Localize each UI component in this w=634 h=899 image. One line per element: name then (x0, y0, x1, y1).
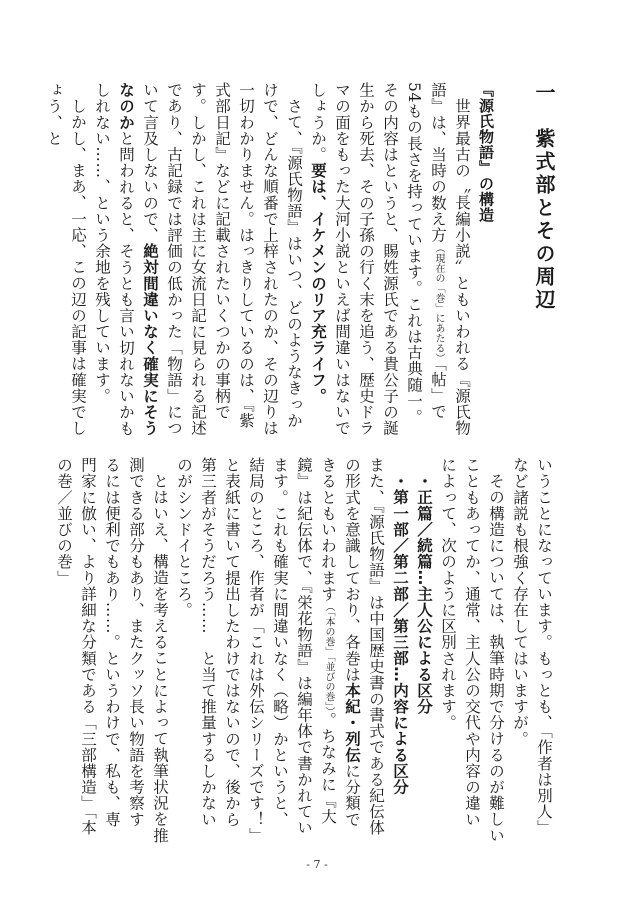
paragraph-4: いうことになっています。もっとも、「作者は別人」など諸説も根強く存在してはいますが。 (511, 457, 553, 836)
list-item-division-2: ・第一部／第二部／第三部…内容による区分 (391, 472, 409, 795)
paragraph-2-text-c: と問われると、そうとも言い切れないかもしれない……、という余地を残しています。 (93, 82, 135, 437)
page-number: - 7 - (306, 858, 328, 871)
paragraph-6-text-b: に分類できるともいわれます (319, 457, 361, 828)
paragraph-2 (90, 82, 306, 440)
paragraph-1-emphasis: 要は、イケメンのリア充ライフ。 (309, 162, 327, 404)
paragraph-5: その構造については、執筆時期で分けるのが難しいこともあってか、通常、主人公の交代や内容の違いによって、次のように区別されます。 (439, 457, 505, 843)
lower-text-block (55, 457, 556, 843)
paragraph-2-text-a: さて、『源氏物語』はいつ、どのようなきっかけで、どんな順番で上梓されたのか、その辺りは一切わかりません。はっきりしているのは、『紫式部日記』などに記載されたいくつかの事柄です。しかし、これは主に女流日記に見られる記述であり、古記録では評価の低かった「物語」について言及しないので、 (141, 82, 303, 437)
paragraph-7: とはいえ、構造を考えることによって執筆状況を推測できる部分もあり、またクッソ長い物語を考察するには便利でもあり……。というわけで、私も、専門家に倣い、より詳細な分類である「三部構造」「本の巻／並びの巻」 (55, 457, 169, 843)
chapter-title: 一 紫式部とその周辺 (532, 82, 556, 312)
paragraph-1-text-a: 世界最古の〝長編小説〟ともいわれる『源氏物語』は、当時の数え方 (429, 82, 471, 436)
paragraph-6-text-a: また、『源氏物語』は中国歴史書の書式である紀伝体の形式を意識しており、各巻は (343, 457, 385, 836)
paragraph-2-emphasis: 絶対間違いなく確実にそうなのか (117, 82, 159, 437)
list-item-division-1: ・正篇／続篇…主人公による区分 (415, 472, 433, 714)
section-heading: 『源氏物語』の構造 (477, 82, 495, 223)
paragraph-1-note: （現在の「巻」にあたる） (433, 243, 444, 363)
paragraph-6-emphasis: 本紀・列伝 (343, 682, 361, 763)
paragraph-1-text-b: 「帖」で54もの長さを持っています。これは古典随一。その内容はというと、賜姓源氏である貴公子の誕生から死去、その子孫の行く末を追う、歴史ドラマの面をもった大河小説といえば間違いはないでしょうか。 (309, 82, 447, 437)
upper-text-block (45, 82, 556, 440)
paragraph-1 (306, 82, 474, 440)
paragraph-6 (172, 457, 388, 843)
paragraph-3: しかし、まあ、一応、この辺の記事は確実でしょう、と (45, 82, 87, 436)
paragraph-6-note: （「本の巻」「並びの巻」） (323, 601, 334, 712)
paragraph-6-text-c: 。ちなみに『大鏡』は紀伝体で、『栄花物語』は編年体で書かれています。これも確実に間違いなく（略）かというと、結局のところ、作者が「これは外伝シリーズです！」と表紙に書いて提出したわけではないので、後から第三者がそうだろう…… と当て推量するしかないのがシンドイところ。 (175, 457, 337, 836)
